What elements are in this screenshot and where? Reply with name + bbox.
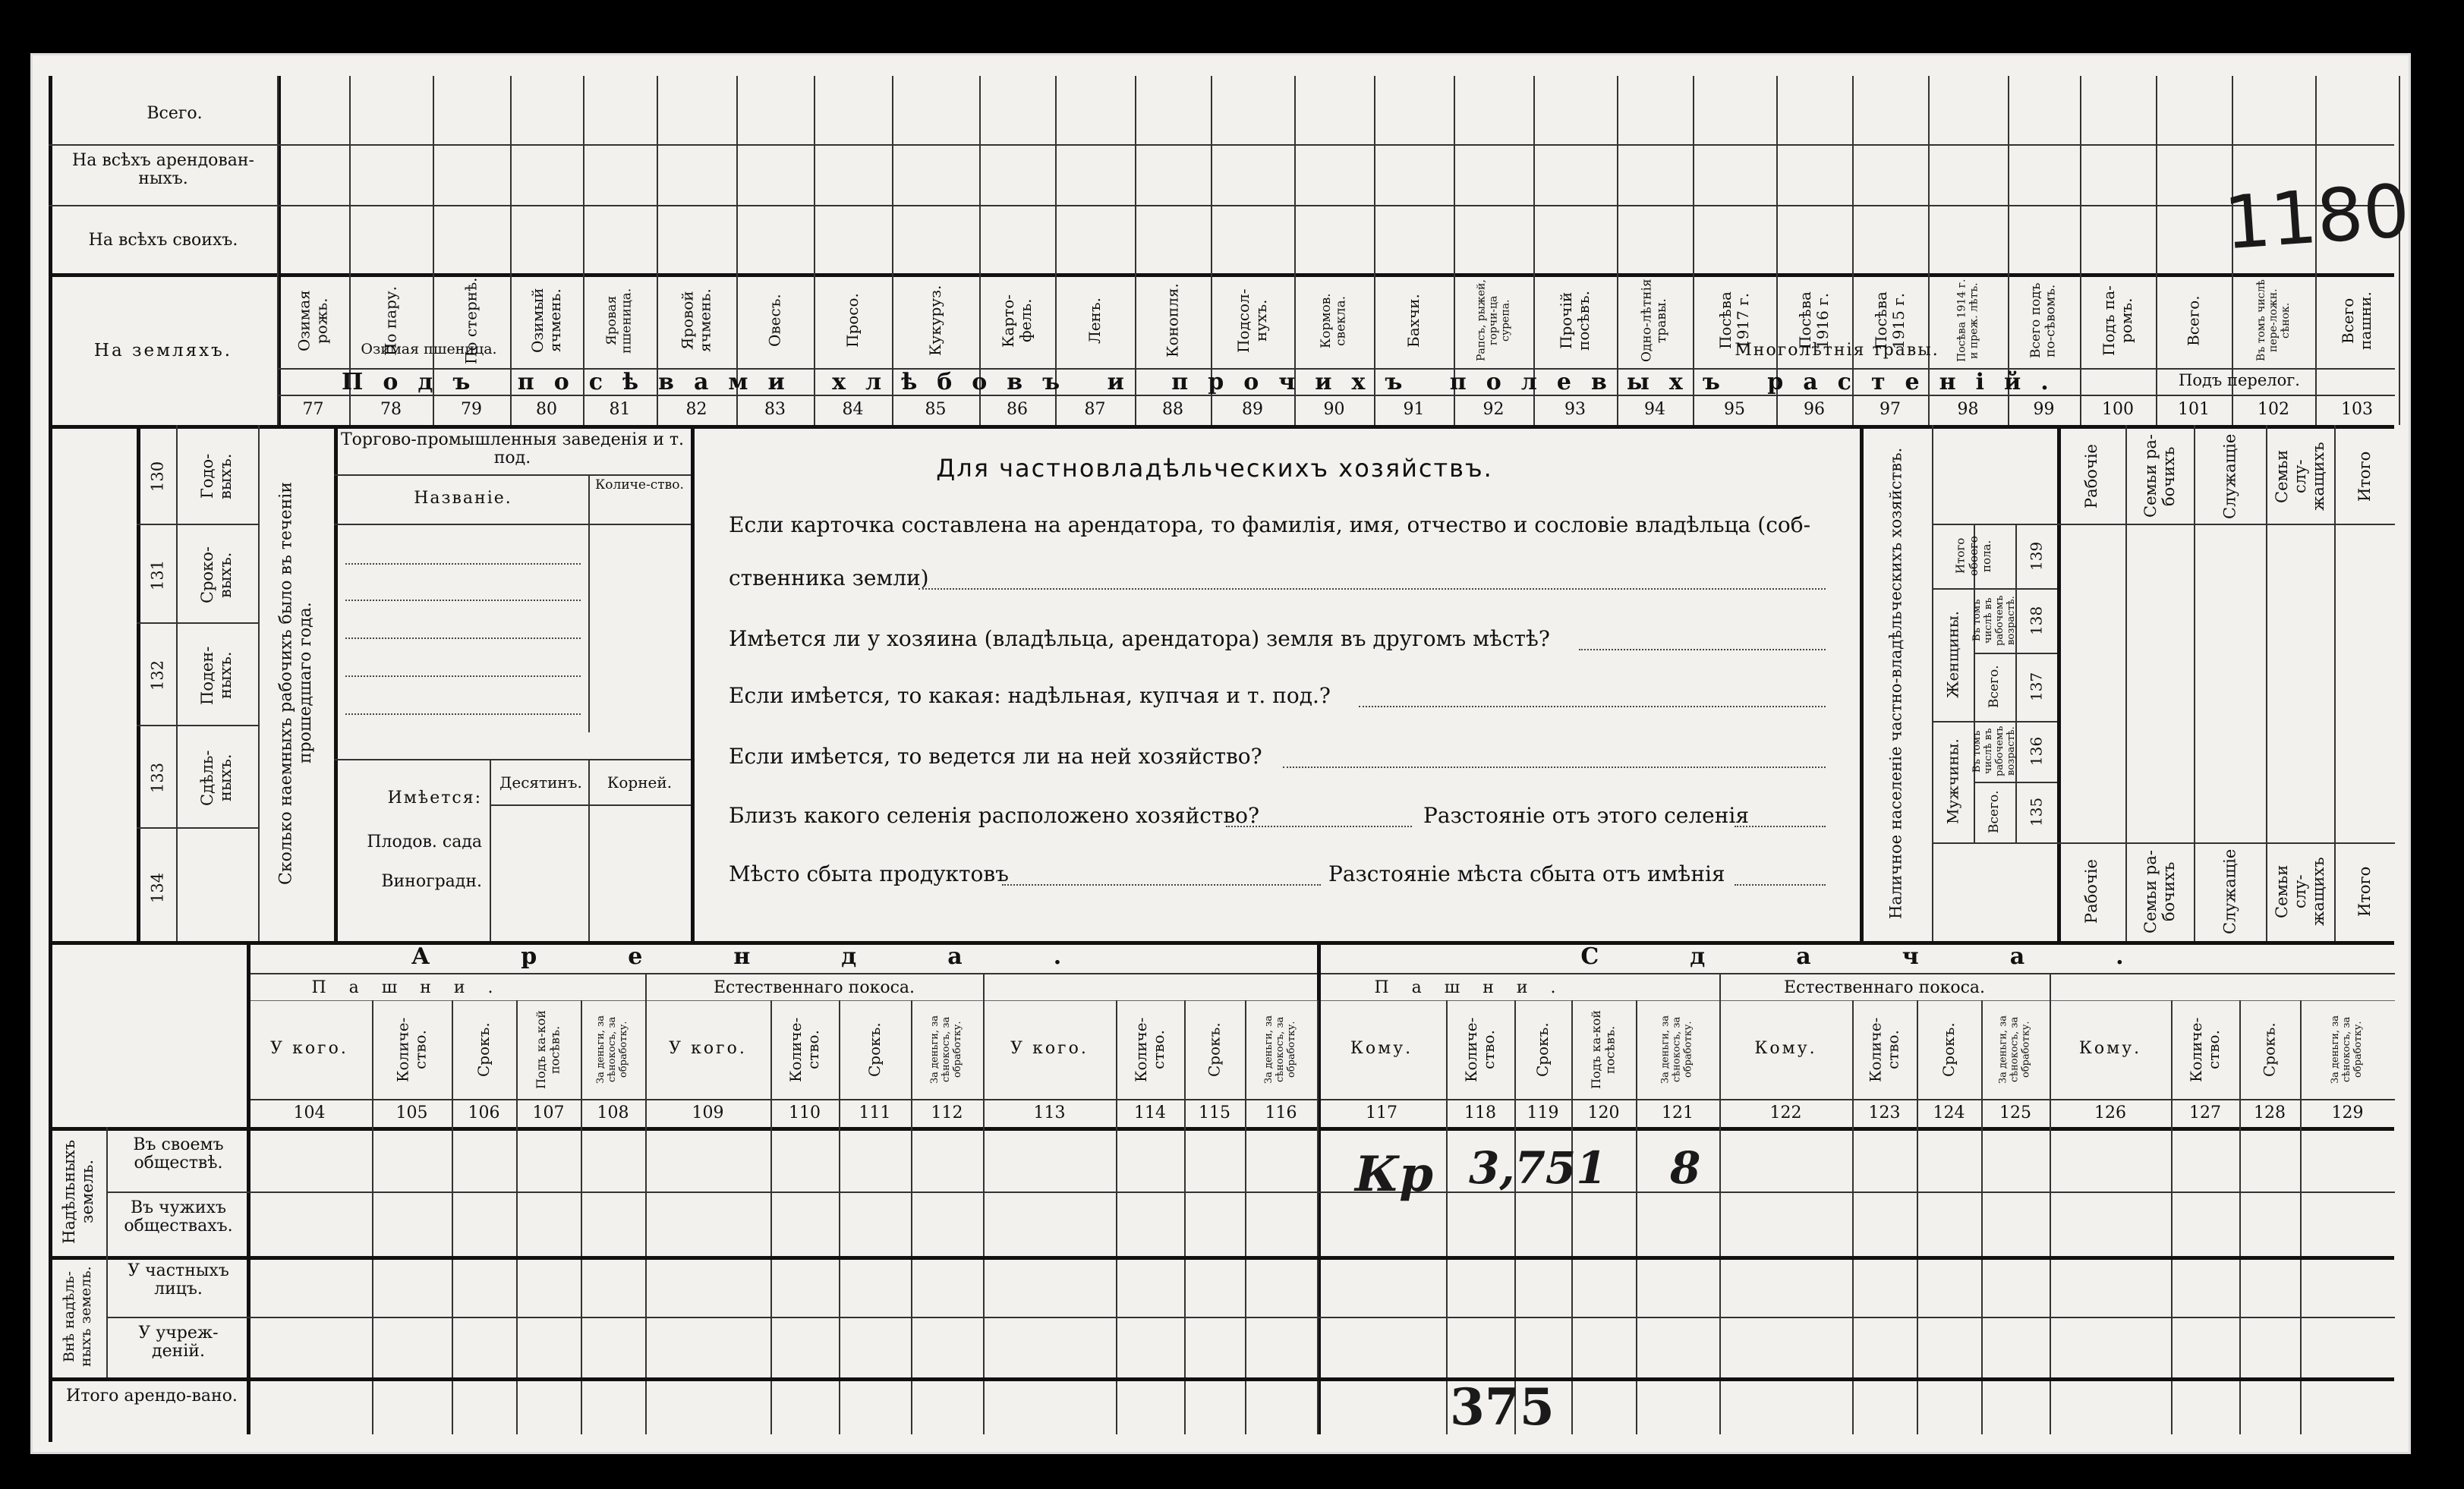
desyat-header: Десятинъ. <box>499 773 582 792</box>
crop-col-label: По стернѣ. <box>462 277 481 364</box>
crop-col-number: 95 <box>1724 400 1745 419</box>
pashni-arenda-header: Пашни. <box>311 978 516 997</box>
crop-col-number: 86 <box>1007 400 1028 419</box>
lease-col-label: За деньги, за сѣнокосъ, за обработку. <box>1263 1015 1297 1084</box>
hired-workers-label: Сколько наемныхъ рабочихъ было въ теченіи прошедшаго года. <box>276 481 315 885</box>
lease-col-number: 119 <box>1527 1103 1559 1122</box>
lease-sub-divider <box>1719 973 1721 1000</box>
lease-col-label: Кому. <box>1754 1039 1817 1058</box>
lease-col-divider <box>516 1000 518 1434</box>
lease-col-label: За деньги, за сѣнокосъ, за обработку. <box>1997 1015 2032 1084</box>
crop-col-label: Рапсъ, рыжей, горчи-ца сурепа. <box>1475 279 1512 362</box>
crop-col-label: Озимая рожь. <box>295 290 331 351</box>
lease-col-divider <box>1571 1000 1573 1434</box>
vne-label: Внѣ надѣль-ныхъ земель. <box>61 1266 94 1368</box>
crop-col-label: Ленъ. <box>1085 297 1104 344</box>
crop-col-label: Карто-фель. <box>999 294 1035 348</box>
lease-col-number: 126 <box>2094 1103 2126 1122</box>
lease-col-number: 115 <box>1199 1103 1230 1122</box>
lease-col-number: 125 <box>1999 1103 2031 1122</box>
pop-col-rabochie-bot: Рабочіе <box>2081 859 2100 924</box>
lease-col-label: Подъ ка-кой посѣвъ. <box>1589 1010 1618 1089</box>
private-title: Для частновладѣльческихъ хозяйствъ. <box>936 454 1493 483</box>
trade-title: Торгово-промышленныя заведенія и т. под. <box>340 430 685 468</box>
lease-col-number: 110 <box>789 1103 821 1122</box>
lease-col-divider <box>2050 1000 2051 1434</box>
crop-col-label: Прочій посѣвъ. <box>1557 291 1593 351</box>
handwritten-page-number: 1180 <box>2221 168 2412 266</box>
crop-banner: Подъ посѣвами хлѣбовъ и прочихъ полевыхъ растеній. <box>342 369 2069 395</box>
pop-col-itogo-top: Итого <box>2355 451 2374 502</box>
women-label: Женщины. <box>1943 610 1962 699</box>
lease-col-label: Срокъ. <box>1939 1022 1958 1077</box>
pop-col-semi-rab-bot: Семьи ра-бочихъ <box>2141 850 2178 933</box>
row-svoem: Въ своемъ обществѣ. <box>133 1135 224 1173</box>
num-130: 130 <box>148 461 167 492</box>
crop-col-label: Въ томъ числѣ пере-ложн. сѣнок. <box>2254 279 2292 362</box>
lease-col-label: Количе-ство. <box>1866 1017 1902 1082</box>
crop-col-label: Конопля. <box>1163 283 1182 358</box>
row-arend: На всѣхъ арендован-ныхъ. <box>72 151 254 189</box>
lease-col-label: Количе-ство. <box>2187 1017 2223 1082</box>
crop-col-label: Одно-лѣтнія травы. <box>1639 279 1669 363</box>
num-138: 138 <box>2027 606 2046 635</box>
pop-col-semi-sluzh-top: Семьи слу-жащихъ <box>2272 442 2328 511</box>
crop-col-number: 103 <box>2341 400 2373 419</box>
lease-col-number: 111 <box>859 1103 891 1122</box>
lease-col-divider <box>1981 1000 1983 1434</box>
lease-col-label: Срокъ. <box>2260 1022 2279 1077</box>
crop-col-number: 94 <box>1644 400 1665 419</box>
row-svoikh: На всѣхъ своихъ. <box>88 231 238 250</box>
lease-col-number: 105 <box>395 1103 428 1122</box>
crop-col-number: 83 <box>764 400 786 419</box>
crop-col-label: Озимый ячмень. <box>528 288 564 354</box>
crop-col-label: По пару. <box>381 285 400 356</box>
mnog-travy-label: Многолѣтнія травы. <box>1735 341 1939 360</box>
row-na-zemlyakh: На земляхъ. <box>93 341 233 360</box>
lease-col-divider <box>1245 1000 1246 1434</box>
lease-col-divider <box>2239 1000 2241 1434</box>
lease-col-label: Срокъ. <box>1205 1022 1224 1077</box>
pop-col-semi-rab-top: Семьи ра-бочихъ <box>2141 434 2178 518</box>
trade-qty-header: Количе-ство. <box>595 477 684 493</box>
lease-col-number: 127 <box>2189 1103 2221 1122</box>
lease-col-divider <box>2300 1000 2302 1434</box>
lease-col-label: Количе-ство. <box>1132 1017 1167 1082</box>
lease-col-label: У кого. <box>669 1039 747 1058</box>
lease-col-label: Срокъ. <box>1533 1022 1552 1077</box>
lease-col-number: 121 <box>1662 1103 1694 1122</box>
lease-col-number: 114 <box>1134 1103 1166 1122</box>
population-side-label: Наличное населеніе частно-владѣльческихъ хозяйствъ. <box>1886 447 1905 919</box>
row-vsego: Всего. <box>147 104 203 123</box>
sdacha-banner: Сдача. <box>1580 943 2215 970</box>
handwritten-itogo: 375 <box>1450 1377 1555 1437</box>
lease-col-divider <box>911 1000 912 1434</box>
crop-col-number: 88 <box>1162 400 1183 419</box>
women-working: Въ томъ числѣ въ рабочемъ возрастѣ. <box>1971 595 2017 646</box>
lease-sub-divider <box>983 973 985 1000</box>
crop-col-number: 91 <box>1403 400 1425 419</box>
men-vsego: Всего. <box>1987 790 2002 834</box>
lease-col-number: 124 <box>1933 1103 1965 1122</box>
row-uchrezhd: У учреж-деній. <box>138 1324 219 1362</box>
lease-col-number: 117 <box>1366 1103 1397 1122</box>
women-vsego: Всего. <box>1987 665 2002 709</box>
lease-col-divider <box>2171 1000 2173 1434</box>
label-podennykh: Поден-ныхъ. <box>197 646 235 705</box>
crop-col-label: Подсол-нухъ. <box>1234 288 1270 353</box>
num-135: 135 <box>2027 797 2046 827</box>
crop-col-number: 90 <box>1323 400 1345 419</box>
lease-col-label: У кого. <box>270 1039 348 1058</box>
crop-col-number: 89 <box>1242 400 1263 419</box>
label-godovykh: Годо-выхъ. <box>197 453 235 499</box>
label-srokovykh: Сроко-выхъ. <box>197 546 235 604</box>
lease-col-number: 118 <box>1464 1103 1496 1122</box>
lease-col-divider <box>645 1000 647 1434</box>
lease-col-divider <box>1514 1000 1516 1434</box>
lease-col-number: 106 <box>468 1103 500 1122</box>
lease-col-divider <box>839 1000 840 1434</box>
crop-col-divider <box>2156 76 2157 425</box>
trade-name-header: Названіе. <box>414 489 512 508</box>
crop-col-label: Посѣва 1916 г. <box>1796 291 1832 350</box>
lease-col-label: Количе-ство. <box>393 1017 430 1082</box>
lease-col-divider <box>1446 1000 1448 1434</box>
private-line7b: Разстояніе мѣста сбыта отъ имѣнія <box>1328 861 1725 886</box>
men-label: Мужчины. <box>1943 738 1962 825</box>
row-itogo: Итого арендо-вано. <box>66 1387 238 1406</box>
nadel-label: Надѣльныхъ земель. <box>59 1139 96 1244</box>
pokos-arenda-header: Естественнаго покоса. <box>713 978 915 997</box>
lease-col-number: 107 <box>532 1103 565 1122</box>
crop-col-label: Яровой ячмень. <box>678 288 714 353</box>
has-label: Имѣется: <box>387 789 482 807</box>
crop-col-divider <box>2080 76 2081 425</box>
lease-col-number: 113 <box>1033 1103 1066 1122</box>
private-line6b: Разстояніе отъ этого селенія <box>1423 803 1749 828</box>
lease-col-number: 122 <box>1769 1103 1802 1122</box>
lease-col-divider <box>581 1000 582 1434</box>
lease-col-number: 123 <box>1868 1103 1901 1122</box>
crop-col-number: 82 <box>685 400 707 419</box>
handwritten-komu: Кр <box>1355 1146 1433 1203</box>
crop-col-number: 96 <box>1804 400 1825 419</box>
crop-col-label: Бахчи. <box>1404 294 1423 348</box>
private-line4: Если имѣется, то какая: надѣльная, купчая и т. под.? <box>729 683 1331 708</box>
pokos-sdacha-header: Естественнаго покоса. <box>1783 978 1985 997</box>
lease-col-number: 120 <box>1587 1103 1620 1122</box>
lease-col-number: 128 <box>2254 1103 2286 1122</box>
crop-col-number: 92 <box>1482 400 1505 419</box>
lease-col-label: Срокъ. <box>865 1022 884 1077</box>
crop-col-number: 77 <box>302 400 324 419</box>
lease-col-number: 116 <box>1265 1103 1297 1122</box>
lease-col-label: Количе-ство. <box>1462 1017 1498 1082</box>
lease-col-label: Кому. <box>2078 1039 2142 1058</box>
crop-col-label: Просо. <box>843 293 862 348</box>
num-136: 136 <box>2027 736 2046 767</box>
lease-col-number: 108 <box>597 1103 629 1122</box>
lease-col-divider <box>1636 1000 1637 1434</box>
lease-col-label: За деньги, за сѣнокосъ, за обработку. <box>1659 1015 1694 1084</box>
pop-col-semi-sluzh-bot: Семьи слу-жащихъ <box>2272 857 2328 927</box>
vineyard-label: Виноградн. <box>381 872 482 891</box>
crop-col-label: Посѣва 1914 г. и преж. лѣтъ. <box>1955 279 1980 363</box>
lease-sub-divider <box>645 973 647 1000</box>
lease-col-divider <box>1852 1000 1854 1434</box>
crop-col-label: Посѣва 1915 г. <box>1872 291 1908 350</box>
men-working: Въ томъ числѣ въ рабочемъ возрастѣ. <box>1971 726 2017 777</box>
private-line5: Если имѣется, то ведется ли на ней хозяйство? <box>729 744 1262 769</box>
lease-col-label: За деньги, за сѣнокосъ, за обработку. <box>2330 1015 2364 1084</box>
ozim-psh-label: Озимая пшеница. <box>361 341 497 357</box>
korney-header: Корней. <box>607 773 673 792</box>
lease-col-number: 129 <box>2331 1103 2364 1122</box>
handwritten-za: 8 <box>1670 1142 1701 1194</box>
lease-col-divider <box>1184 1000 1186 1434</box>
crop-col-number: 93 <box>1564 400 1586 419</box>
lease-col-divider <box>1719 1000 1721 1434</box>
pop-col-sluzh-top: Служащіе <box>2220 433 2239 519</box>
crop-col-label: Всего. <box>2184 295 2203 346</box>
crop-col-label: Кукуруз. <box>926 285 944 357</box>
crop-col-number: 80 <box>536 400 557 419</box>
crop-col-number: 99 <box>2033 400 2055 419</box>
pashni-sdacha-header: Пашни. <box>1374 978 1579 997</box>
lease-col-label: Кому. <box>1350 1039 1413 1058</box>
arenda-banner: Аренда. <box>411 943 1153 970</box>
label-sdelnykh: Сдѣль-ныхъ. <box>197 750 235 806</box>
crop-col-number: 98 <box>1957 400 1979 419</box>
crop-col-number: 102 <box>2258 400 2289 419</box>
lease-col-number: 104 <box>293 1103 326 1122</box>
lease-col-label: Количе-ство. <box>786 1017 822 1082</box>
row-chuzhikh: Въ чужихъ обществахъ. <box>124 1198 233 1236</box>
crop-col-label: Кормов. свекла. <box>1318 293 1349 348</box>
lease-col-divider <box>1317 1000 1319 1434</box>
lease-col-divider <box>1116 1000 1117 1434</box>
crop-col-number: 81 <box>609 400 631 419</box>
pop-col-rabochie-top: Рабочіе <box>2081 444 2100 508</box>
itogo-obs: Итого обоего пола. <box>1953 536 1994 576</box>
crop-col-label: Посѣва 1917 г. <box>1716 291 1752 350</box>
lease-col-divider <box>770 1000 772 1434</box>
crop-col-label: Овесъ. <box>765 294 784 348</box>
crop-col-number: 100 <box>2102 400 2134 419</box>
lease-col-divider <box>983 1000 985 1434</box>
lease-col-label: За деньги, за сѣнокосъ, за обработку. <box>595 1015 629 1084</box>
num-137: 137 <box>2027 672 2046 702</box>
num-139: 139 <box>2027 541 2046 571</box>
row-chastnykh: У частныхъ лицъ. <box>128 1261 229 1299</box>
lease-col-divider <box>372 1000 373 1434</box>
garden-label: Плодов. сада <box>367 833 482 852</box>
crop-col-number: 79 <box>461 400 482 419</box>
lease-col-number: 109 <box>692 1103 724 1122</box>
pop-col-sluzh-bot: Служащіе <box>2220 848 2239 935</box>
num-132: 132 <box>148 660 167 691</box>
crop-col-number: 87 <box>1084 400 1106 419</box>
private-line7a: Мѣсто сбыта продуктовъ <box>729 861 1009 886</box>
lease-col-label: Срокъ. <box>474 1022 493 1077</box>
lease-col-label: Подъ ка-кой посѣвъ. <box>534 1010 562 1089</box>
pod-perelog-label: Подъ перелог. <box>2179 371 2300 389</box>
crop-col-number: 85 <box>925 400 947 419</box>
num-133: 133 <box>148 762 167 794</box>
num-131: 131 <box>148 559 167 590</box>
num-134: 134 <box>148 872 167 904</box>
crop-col-label: Всего подъ по-сѣвомъ. <box>2028 282 2059 359</box>
private-line1: Если карточка составлена на арендатора, то фамилія, имя, отчество и сословіе владѣльца (соб- <box>729 512 1811 537</box>
crop-col-divider <box>277 76 279 425</box>
private-line6a: Близъ какого селенія расположено хозяйство? <box>729 803 1260 828</box>
crop-col-number: 97 <box>1880 400 1901 419</box>
crop-col-number: 78 <box>380 400 402 419</box>
lease-col-label: За деньги, за сѣнокосъ, за обработку. <box>929 1015 963 1084</box>
crop-col-number: 84 <box>842 400 864 419</box>
lease-sub-divider <box>2050 973 2051 1000</box>
crop-col-label: Яровая пшеница. <box>603 288 635 354</box>
lease-col-divider <box>1917 1000 1918 1434</box>
crop-col-number: 101 <box>2178 400 2210 419</box>
pop-col-itogo-bot: Итого <box>2355 866 2374 918</box>
private-line2: ственника земли) <box>729 565 929 590</box>
crop-col-label: Подъ па-ромъ. <box>2100 285 2135 356</box>
lease-col-label: У кого. <box>1010 1039 1089 1058</box>
private-line3: Имѣется ли у хозяина (владѣльца, арендатора) земля въ другомъ мѣстѣ? <box>729 626 1550 651</box>
handwritten-kolvo: 3,751 <box>1469 1142 1607 1194</box>
crop-col-label: Всего пашни. <box>2339 291 2374 350</box>
lease-col-divider <box>452 1000 453 1434</box>
lease-col-number: 112 <box>931 1103 963 1122</box>
